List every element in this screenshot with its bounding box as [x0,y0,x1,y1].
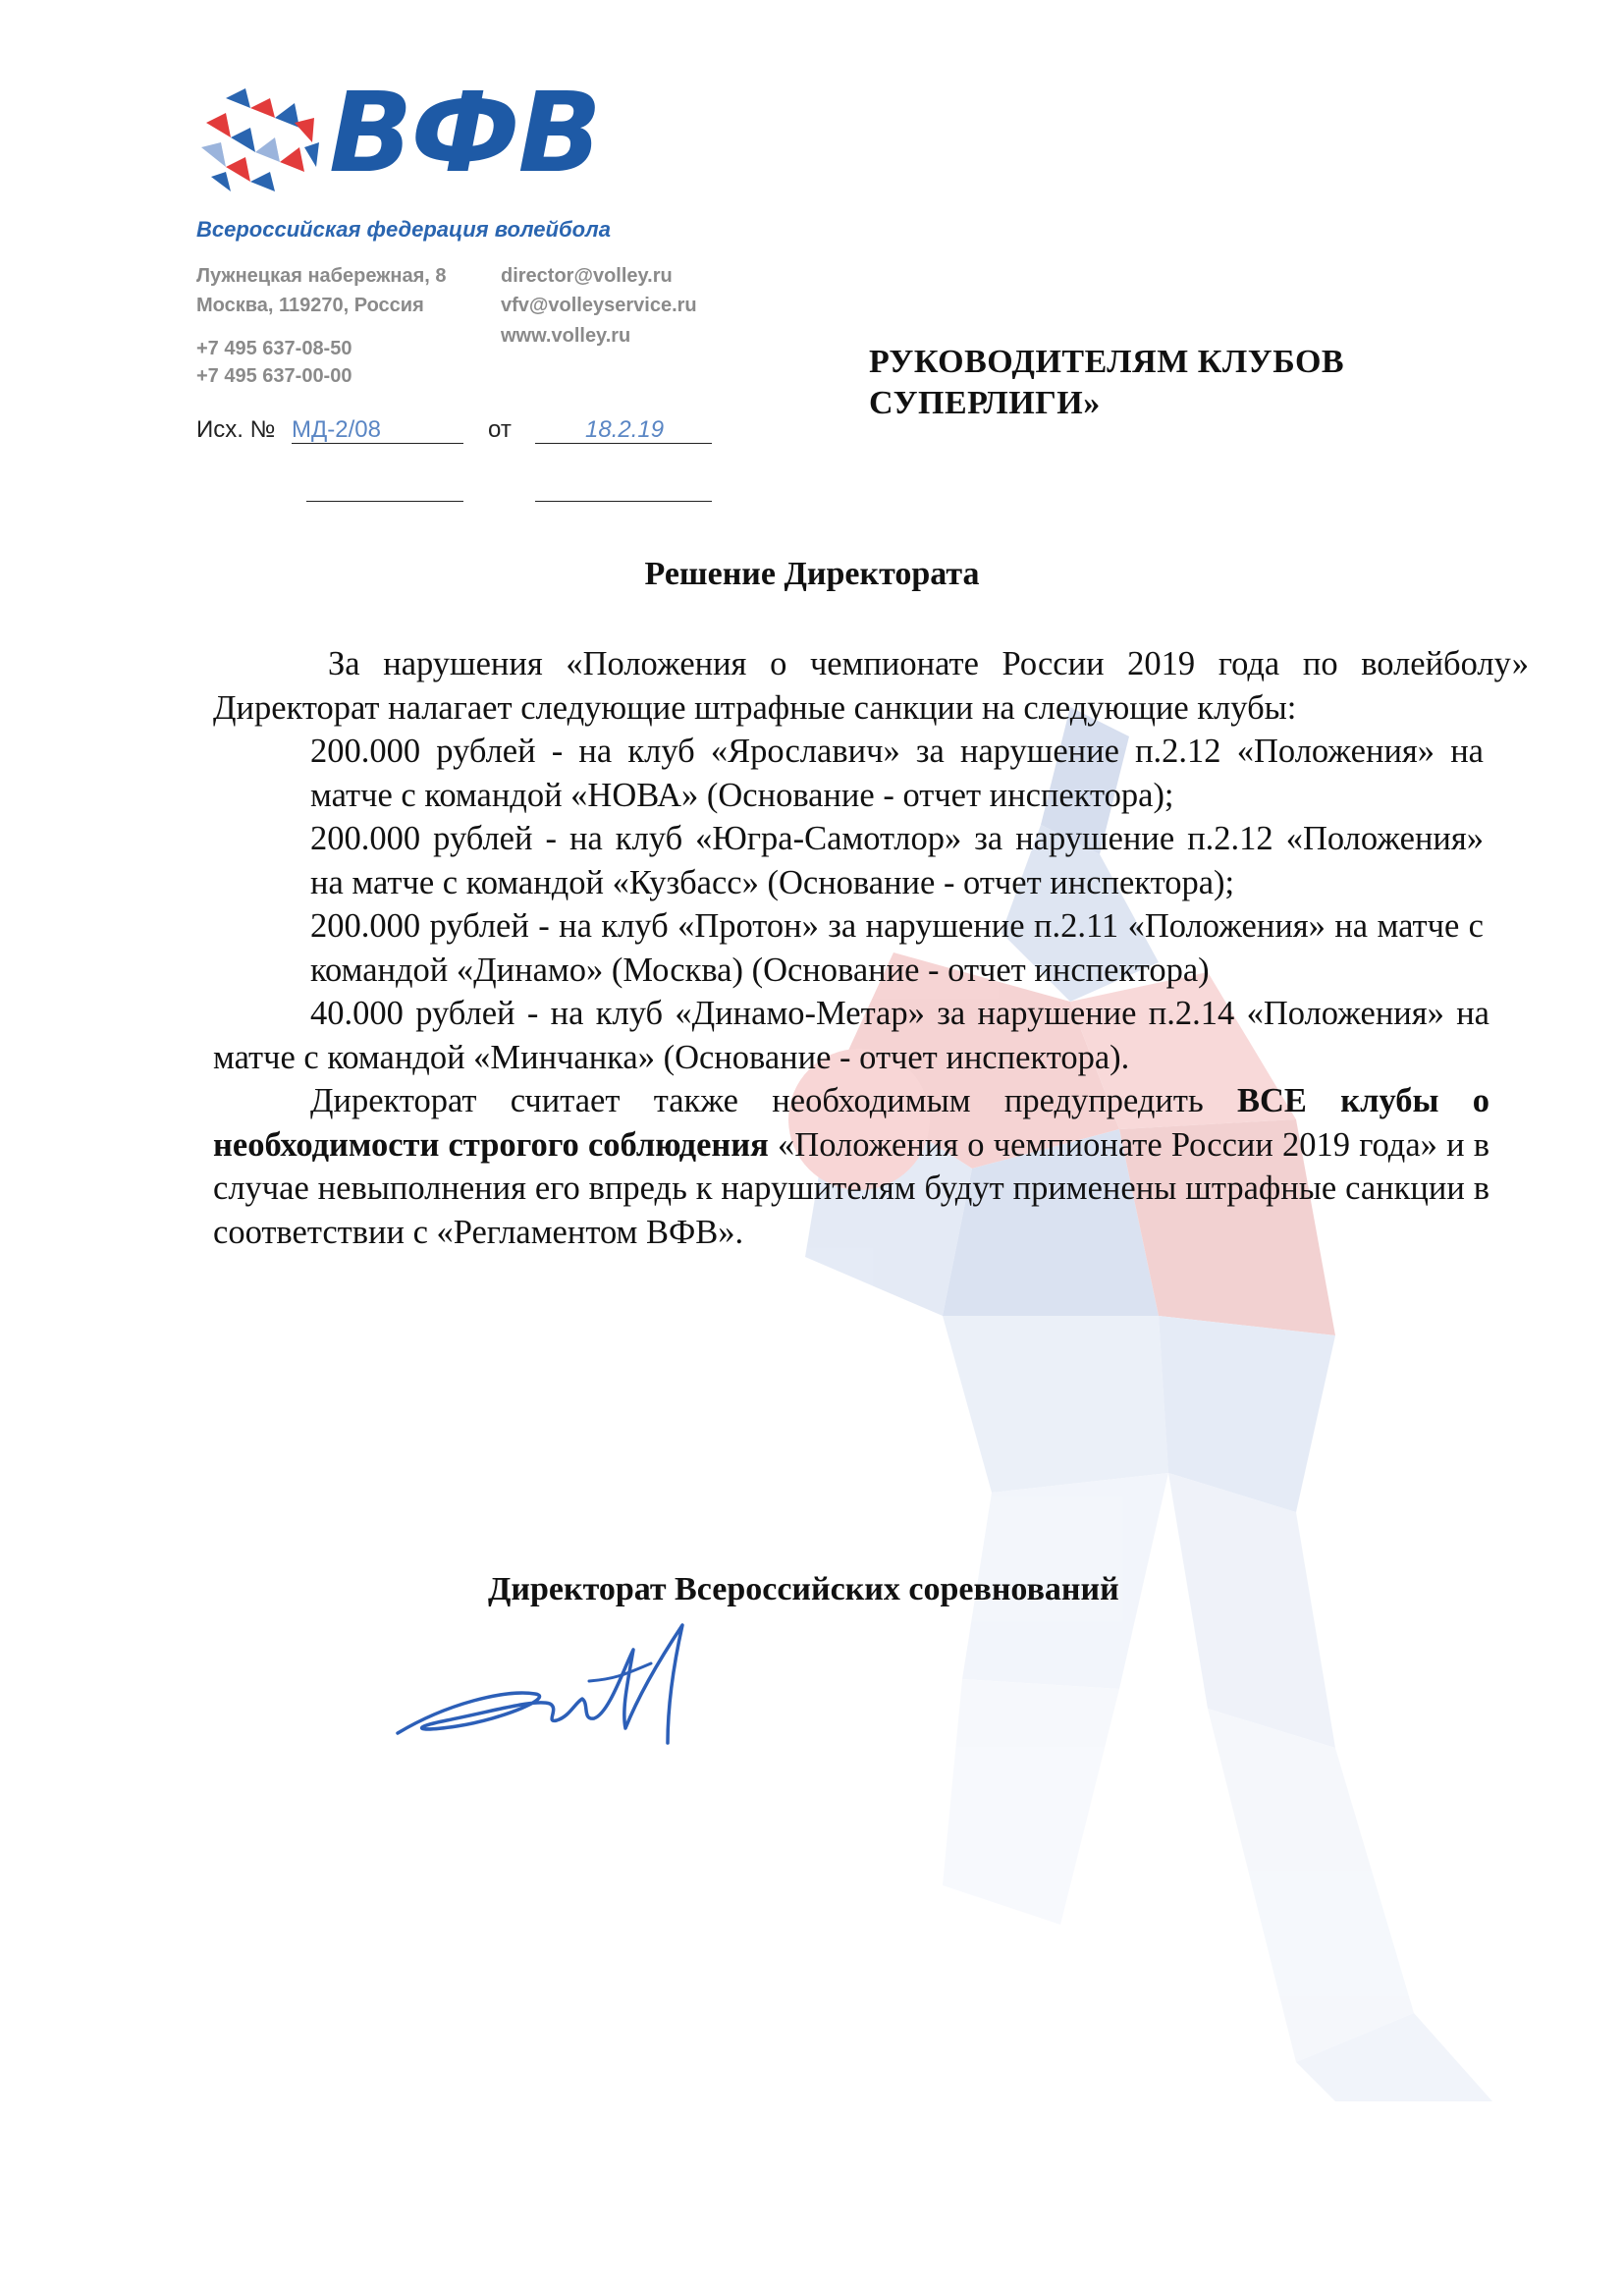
closing-paragraph [213,1079,1489,1254]
addressee-line-2: СУПЕРЛИГИ» [869,385,1101,421]
address-line-2: Москва, 119270, Россия [196,295,424,316]
blank-line-2 [535,501,712,502]
penalty-item-2: 200.000 рублей - на клуб «Югра-Самотлор» за нарушение п.2.12 «Положения» на матче с командой «Кузбасс» (Основание - отчет инспектора); [310,820,1484,901]
intro-paragraph: За нарушения «Положения о чемпионате России 2019 года по волейболу» Директорат налагает следующие штрафные санкции на следующие клубы: [213,645,1529,727]
blank-line-1 [306,501,463,502]
addressee [869,342,1419,424]
penalty-item-4: 40.000 рублей - на клуб «Динамо-Метар» за нарушение п.2.14 «Положения» на матче с командой «Минчанка» (Основание - отчет инспектора). [213,995,1489,1076]
ref-date-underline [535,443,712,444]
email-vfv: vfv@volleyservice.ru [501,295,697,316]
document-title: Решение Директората [644,556,980,592]
penalty-item-1: 200.000 рублей - на клуб «Ярославич» за нарушение п.2.12 «Положения» на матче с командой «НОВА» (Основание - отчет инспектора); [310,733,1484,814]
document-body [213,642,1529,1254]
penalty-item-3: 200.000 рублей - на клуб «Протон» за нарушение п.2.11 «Положения» на матче с командой «Динамо» (Москва) (Основание - отчет инспектора) [310,907,1484,989]
logo-wordmark: ВФВ [329,70,600,197]
ref-number-underline [292,443,463,444]
website: www.volley.ru [501,325,631,347]
ref-number-label: Исх. № [196,416,276,443]
handwritten-signature [388,1610,722,1768]
logo-subtitle: Всероссийская федерация волейбола [196,217,611,242]
phone-1: +7 495 637-08-50 [196,338,352,359]
addressee-line-1: РУКОВОДИТЕЛЯМ КЛУБОВ [869,344,1345,380]
closing-start: Директорат считает также необходимым предупредить [310,1082,1237,1119]
ref-date-value: 18.2.19 [585,416,665,443]
ref-from-label: от [488,416,512,443]
phone-2: +7 495 637-00-00 [196,365,352,387]
vfv-logo-mark [196,88,324,196]
closing-emphasis: ВСЕ клубы о необходимости строгого соблюдения [213,1082,1489,1164]
address-line-1: Лужнецкая набережная, 8 [196,265,447,287]
closing-end: «Положения о чемпионате России 2019 года» и в случае невыполнения его впредь к нарушителям будут применены штрафные санкции в соответствии с «Регламентом ВФВ». [213,1125,1490,1251]
ref-number-value: МД-2/08 [292,416,381,443]
email-director: director@volley.ru [501,265,673,287]
signer-title: Директорат Всероссийских соревнований [488,1571,1119,1607]
